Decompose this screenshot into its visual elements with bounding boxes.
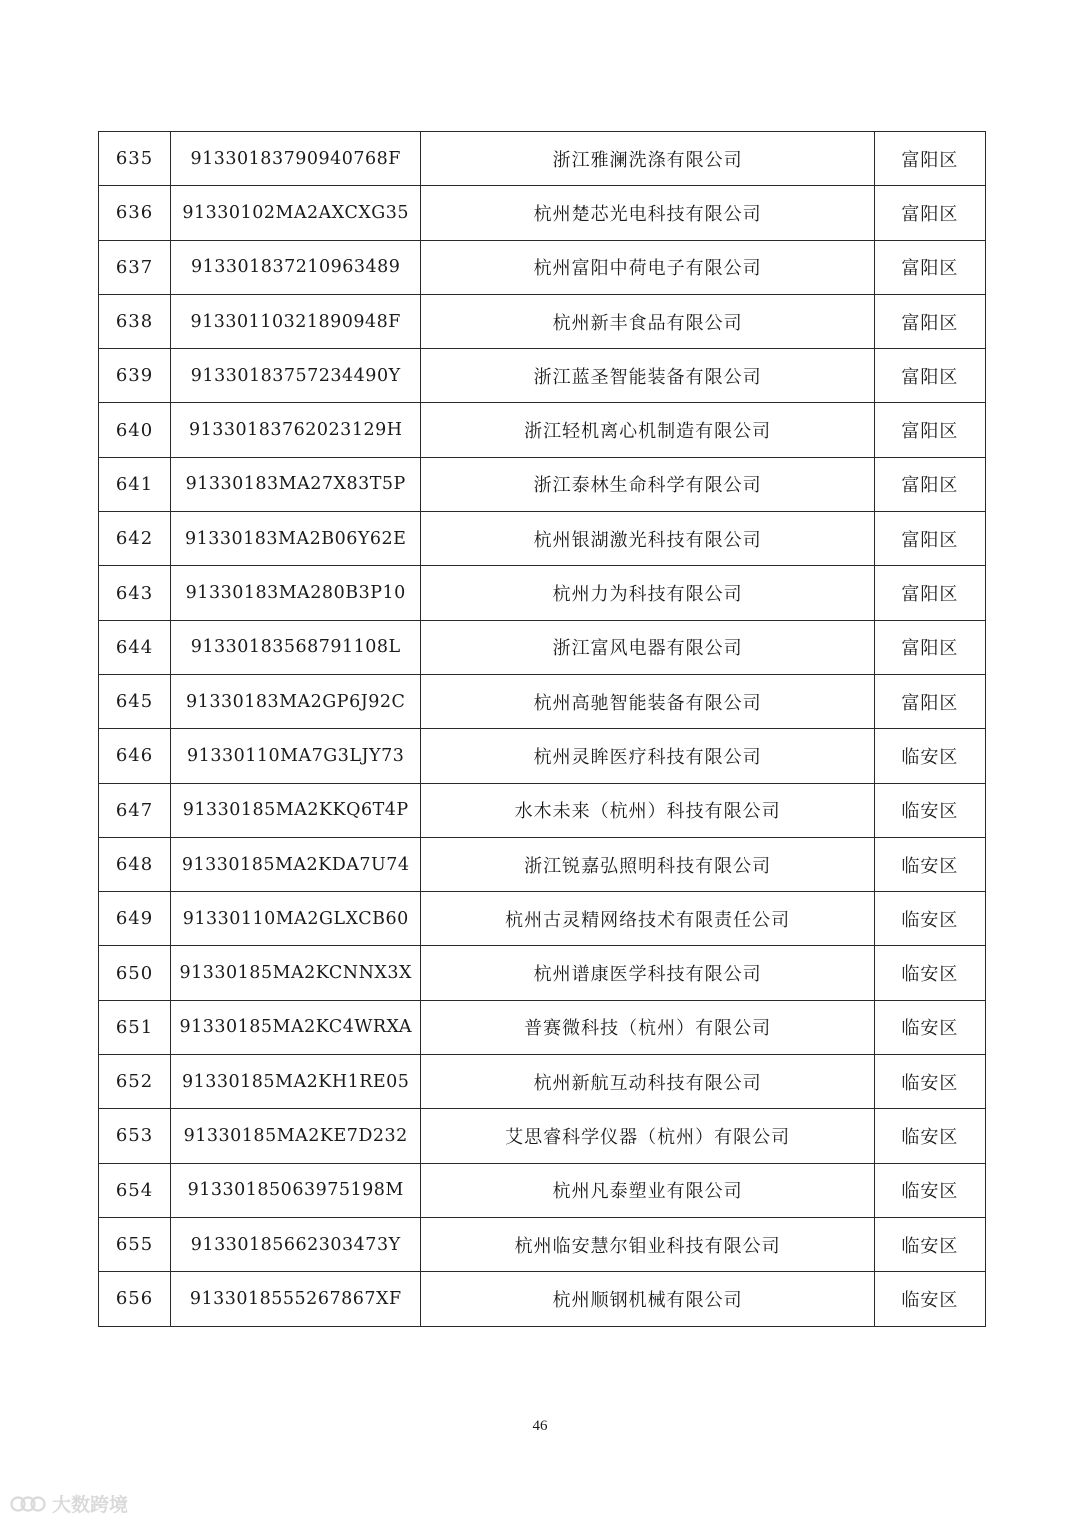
district-cell: 富阳区 (874, 566, 985, 620)
credit-code-cell: 91330183MA280B3P10 (171, 566, 421, 620)
credit-code-cell: 91330183MA2B06Y62E (171, 512, 421, 566)
district-cell: 富阳区 (874, 132, 985, 186)
credit-code-cell: 91330185MA2KDA7U74 (171, 837, 421, 891)
row-number-cell: 642 (99, 512, 171, 566)
district-cell: 富阳区 (874, 349, 985, 403)
district-cell: 临安区 (874, 1272, 985, 1326)
company-name-cell: 杭州新航互动科技有限公司 (421, 1055, 875, 1109)
row-number-cell: 655 (99, 1217, 171, 1271)
row-number-cell: 647 (99, 783, 171, 837)
row-number-cell: 641 (99, 457, 171, 511)
table-row (99, 186, 986, 240)
watermark-logo-icon (10, 1493, 46, 1515)
district-cell: 临安区 (874, 1217, 985, 1271)
page-number: 46 (532, 1418, 548, 1434)
district-cell: 临安区 (874, 1000, 985, 1054)
credit-code-cell: 91330110MA7G3LJY73 (171, 729, 421, 783)
credit-code-cell: 91330110321890948F (171, 294, 421, 348)
table-row (99, 349, 986, 403)
table-row (99, 132, 986, 186)
district-cell: 临安区 (874, 892, 985, 946)
company-name-cell: 浙江锐嘉弘照明科技有限公司 (421, 837, 875, 891)
company-name-cell: 杭州高驰智能装备有限公司 (421, 674, 875, 728)
watermark-text: 大数跨境 (52, 1494, 129, 1516)
table-row (99, 1272, 986, 1326)
row-number-cell: 644 (99, 620, 171, 674)
row-number-cell: 636 (99, 186, 171, 240)
row-number-cell: 648 (99, 837, 171, 891)
district-cell: 临安区 (874, 1055, 985, 1109)
row-number-cell: 650 (99, 946, 171, 1000)
row-number-cell: 635 (99, 132, 171, 186)
row-number-cell: 654 (99, 1163, 171, 1217)
company-name-cell: 杭州古灵精网络技术有限责任公司 (421, 892, 875, 946)
district-cell: 富阳区 (874, 674, 985, 728)
company-name-cell: 杭州力为科技有限公司 (421, 566, 875, 620)
district-cell: 富阳区 (874, 294, 985, 348)
row-number-cell: 649 (99, 892, 171, 946)
row-number-cell: 651 (99, 1000, 171, 1054)
credit-code-cell: 91330185662303473Y (171, 1217, 421, 1271)
table-row (99, 457, 986, 511)
row-number-cell: 652 (99, 1055, 171, 1109)
table-row (99, 240, 986, 294)
credit-code-cell: 91330185063975198M (171, 1163, 421, 1217)
company-name-cell: 浙江蓝圣智能装备有限公司 (421, 349, 875, 403)
company-name-cell: 杭州凡泰塑业有限公司 (421, 1163, 875, 1217)
credit-code-cell: 91330183757234490Y (171, 349, 421, 403)
credit-code-cell: 91330185MA2KE7D232 (171, 1109, 421, 1163)
table-row (99, 1163, 986, 1217)
district-cell: 临安区 (874, 1109, 985, 1163)
company-name-cell: 水木未来（杭州）科技有限公司 (421, 783, 875, 837)
row-number-cell: 646 (99, 729, 171, 783)
credit-code-cell: 913301837210963489 (171, 240, 421, 294)
credit-code-cell: 91330185MA2KH1RE05 (171, 1055, 421, 1109)
row-number-cell: 643 (99, 566, 171, 620)
credit-code-cell: 91330183790940768F (171, 132, 421, 186)
company-name-cell: 杭州银湖激光科技有限公司 (421, 512, 875, 566)
table-row (99, 294, 986, 348)
district-cell: 临安区 (874, 837, 985, 891)
table-row (99, 566, 986, 620)
table-row (99, 674, 986, 728)
row-number-cell: 653 (99, 1109, 171, 1163)
table-row (99, 512, 986, 566)
district-cell: 富阳区 (874, 457, 985, 511)
credit-code-cell: 91330185MA2KCNNX3X (171, 946, 421, 1000)
table-row (99, 403, 986, 457)
row-number-cell: 637 (99, 240, 171, 294)
credit-code-cell: 91330183MA2GP6J92C (171, 674, 421, 728)
district-cell: 临安区 (874, 946, 985, 1000)
district-cell: 临安区 (874, 783, 985, 837)
credit-code-cell: 91330185MA2KKQ6T4P (171, 783, 421, 837)
credit-code-cell: 91330185MA2KC4WRXA (171, 1000, 421, 1054)
company-name-cell: 杭州临安慧尔钼业科技有限公司 (421, 1217, 875, 1271)
table-row (99, 892, 986, 946)
credit-code-cell: 9133018555267867XF (171, 1272, 421, 1326)
district-cell: 临安区 (874, 729, 985, 783)
table-row (99, 620, 986, 674)
credit-code-cell: 91330102MA2AXCXG35 (171, 186, 421, 240)
district-cell: 富阳区 (874, 186, 985, 240)
district-cell: 富阳区 (874, 512, 985, 566)
table-row (99, 1109, 986, 1163)
table-row (99, 1217, 986, 1271)
company-name-cell: 浙江雅澜洗涤有限公司 (421, 132, 875, 186)
table-row (99, 946, 986, 1000)
district-cell: 富阳区 (874, 240, 985, 294)
company-name-cell: 杭州谱康医学科技有限公司 (421, 946, 875, 1000)
district-cell: 临安区 (874, 1163, 985, 1217)
district-cell: 富阳区 (874, 620, 985, 674)
company-name-cell: 杭州富阳中荷电子有限公司 (421, 240, 875, 294)
company-table (98, 131, 986, 1327)
row-number-cell: 640 (99, 403, 171, 457)
company-name-cell: 浙江轻机离心机制造有限公司 (421, 403, 875, 457)
table-row (99, 783, 986, 837)
district-cell: 富阳区 (874, 403, 985, 457)
company-name-cell: 普赛微科技（杭州）有限公司 (421, 1000, 875, 1054)
row-number-cell: 638 (99, 294, 171, 348)
company-name-cell: 杭州楚芯光电科技有限公司 (421, 186, 875, 240)
row-number-cell: 656 (99, 1272, 171, 1326)
table-row (99, 729, 986, 783)
credit-code-cell: 91330183762023129H (171, 403, 421, 457)
company-name-cell: 杭州新丰食品有限公司 (421, 294, 875, 348)
credit-code-cell: 91330183MA27X83T5P (171, 457, 421, 511)
table-body (99, 132, 986, 1327)
company-name-cell: 浙江富风电器有限公司 (421, 620, 875, 674)
table-row (99, 837, 986, 891)
credit-code-cell: 91330110MA2GLXCB60 (171, 892, 421, 946)
table-row (99, 1000, 986, 1054)
company-name-cell: 艾思睿科学仪器（杭州）有限公司 (421, 1109, 875, 1163)
table-row (99, 1055, 986, 1109)
watermark (10, 1490, 128, 1517)
company-name-cell: 杭州灵眸医疗科技有限公司 (421, 729, 875, 783)
company-name-cell: 浙江泰林生命科学有限公司 (421, 457, 875, 511)
row-number-cell: 639 (99, 349, 171, 403)
credit-code-cell: 91330183568791108L (171, 620, 421, 674)
company-name-cell: 杭州顺钢机械有限公司 (421, 1272, 875, 1326)
row-number-cell: 645 (99, 674, 171, 728)
